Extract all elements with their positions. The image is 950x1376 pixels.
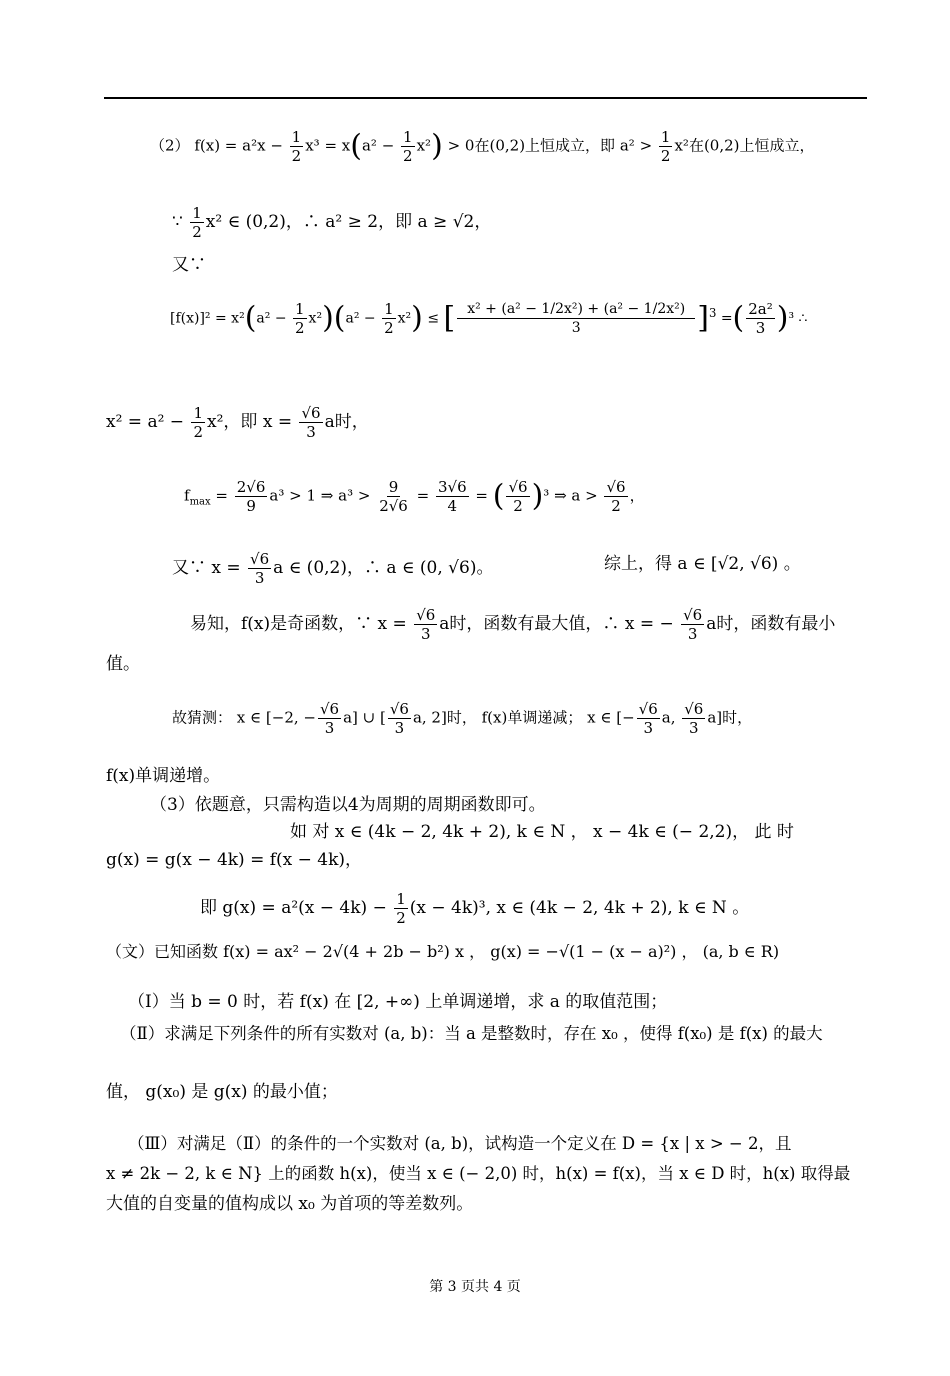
math-text: x² ∈ (0,2)，∴ a² ≥ 2，即 a ≥ √2， — [205, 212, 492, 232]
math-text: 2 — [555, 301, 564, 317]
math-text: x²，即 x = — [207, 412, 298, 432]
text: 值。 — [106, 654, 140, 674]
paren: ) — [531, 478, 544, 514]
bracket: [ — [443, 300, 456, 336]
numerator: 1 — [660, 128, 671, 146]
part2-line7-conclusion — [604, 552, 801, 576]
math-text: a] ∪ [ — [343, 708, 386, 727]
math-text: 综上，得 a ∈ [√2, √6) 。 — [604, 554, 801, 574]
math-text: 易知，f(x)是奇函数，∵ x = — [190, 614, 413, 634]
numerator: 1 — [291, 128, 302, 146]
denominator: 2 — [403, 147, 413, 165]
text: 如 对 x ∈ (4k − 2, 4k + 2), k ∈ N ， x − 4k ∈ (− 2,2)， 此 时 — [290, 822, 794, 842]
math-text: ³ ⇒ a > — [543, 486, 603, 505]
denominator: 2 — [192, 223, 202, 241]
fraction — [191, 404, 205, 441]
numerator: 1 — [295, 300, 305, 318]
numerator: 9 — [388, 478, 399, 496]
fraction — [248, 550, 271, 587]
denominator: 2 — [513, 497, 523, 515]
math-text: > 0 — [447, 136, 475, 155]
math-text: a² > — [619, 136, 657, 155]
math-text: a² − — [345, 310, 381, 327]
text: 在 — [474, 136, 490, 155]
numerator: √6 — [638, 700, 658, 718]
math-text: 又∵ x = — [172, 558, 247, 578]
denominator: 4 — [447, 497, 458, 515]
paren: ) — [431, 128, 443, 164]
math-text: x² — [416, 136, 432, 155]
math-text: ∵ — [172, 212, 189, 232]
text: （Ⅲ）对满足（Ⅱ）的条件的一个实数对 (a, b)，试构造一个定义在 D = {x | x > − 2，且 — [128, 1134, 792, 1153]
numerator: x² + (a² − 1/2x²) + (a² − 1/2x²) — [457, 300, 695, 319]
part2-line1 — [150, 128, 815, 165]
math-text: x² — [666, 301, 680, 317]
math-text: a, — [661, 708, 681, 727]
numerator: 1 — [403, 128, 413, 146]
math-text: + — [582, 301, 604, 317]
numerator: 1 — [193, 404, 204, 422]
wen-line3 — [120, 1022, 823, 1046]
fraction — [388, 700, 411, 737]
math-text: a, 2] — [412, 708, 447, 727]
fraction — [682, 700, 705, 737]
math-text: g(x) = g(x − 4k) = f(x − 4k)， — [106, 850, 363, 870]
math-text: 1 — [643, 301, 653, 317]
page-footer: 第 3 页共 4 页 — [429, 1279, 521, 1295]
text: （文）已知函数 f(x) = ax² − 2√(4 + 2b − b²) x ， g(x) = −√(1 − (x − a)²) ， (a, b ∈ R) — [106, 942, 780, 961]
math-text: x³ = x — [305, 136, 351, 155]
wen-line2 — [128, 990, 667, 1014]
math-text: = — [470, 486, 493, 505]
denominator: 3 — [306, 423, 316, 441]
math-text: x² = a² − — [106, 412, 190, 432]
denominator: 3 — [755, 319, 766, 337]
denominator: 3 — [687, 625, 698, 643]
part2-line2 — [172, 204, 491, 241]
math-text: 即 g(x) = a²(x − 4k) − — [200, 898, 393, 918]
part2-line11 — [106, 764, 220, 788]
denominator: 3 — [571, 320, 581, 336]
text: 又∵ — [172, 255, 206, 275]
part3-line4 — [200, 890, 749, 927]
paren: ( — [350, 128, 362, 164]
fraction — [457, 300, 695, 337]
math-text: 2 — [657, 301, 667, 317]
math-text: a³ > 1 ⇒ a³ > — [269, 486, 376, 505]
fraction — [436, 478, 469, 515]
fraction — [604, 478, 627, 515]
math-text: = — [210, 486, 233, 505]
fraction — [293, 300, 307, 337]
math-text: x² — [397, 310, 412, 327]
text: （Ⅰ）当 b = 0 时，若 f(x) 在 [2, +∞) 上单调递增，求 a 的取值范围； — [128, 992, 668, 1012]
math-text: a² − — [506, 301, 542, 317]
math-text: x² — [563, 301, 578, 317]
math-text: a时，函数有最大值，∴ x = − — [439, 614, 680, 634]
part2-line7 — [172, 550, 493, 587]
text: 上恒成立， — [739, 136, 815, 155]
math-text: (x − 4k)³, x ∈ (4k − 2, 4k + 2), k ∈ N 。 — [409, 898, 750, 918]
denominator: 9 — [246, 497, 256, 515]
part2-line6 — [184, 478, 645, 515]
math-text: = — [720, 310, 733, 327]
math-text: x² — [308, 310, 323, 327]
wen-line6 — [106, 1162, 850, 1186]
fraction — [637, 700, 660, 737]
math-text: [f(x)]² = x² — [170, 310, 245, 327]
math-text: = — [411, 486, 434, 505]
numerator: 1 — [192, 204, 202, 222]
denominator: 2 — [295, 319, 305, 337]
text: 在 — [688, 136, 704, 155]
subscript: max — [189, 496, 211, 508]
math-text: ， — [629, 486, 645, 505]
math-text: (0,2) — [703, 136, 740, 155]
math-text: (0,2) — [489, 136, 526, 155]
paren: ( — [244, 300, 257, 336]
wen-line1 — [106, 940, 779, 964]
denominator: 3 — [420, 625, 431, 643]
fraction — [318, 700, 341, 737]
text: 大值的自变量的值构成以 x₀ 为首项的等差数列。 — [106, 1194, 474, 1214]
text: 时， — [446, 708, 477, 727]
fraction — [401, 128, 415, 165]
part2-line10 — [172, 700, 752, 737]
numerator: √6 — [606, 478, 626, 496]
math-text: a² − — [609, 301, 644, 317]
math-text: 1 — [541, 301, 551, 317]
fraction — [506, 478, 529, 515]
wen-line4 — [106, 1080, 338, 1104]
math-text: f — [184, 486, 190, 505]
numerator: 1 — [384, 300, 394, 318]
fraction — [659, 128, 673, 165]
paren: ( — [492, 478, 505, 514]
numerator: √6 — [301, 404, 321, 422]
fraction — [299, 404, 322, 441]
wen-line7 — [106, 1192, 473, 1216]
fraction — [235, 478, 268, 515]
denominator: 2 — [193, 423, 204, 441]
paren: ) — [776, 300, 789, 336]
text: （3）依题意，只需构造以4为周期的周期函数即可。 — [150, 795, 546, 815]
text: 上恒成立，即 — [525, 136, 616, 155]
denominator: 3 — [643, 719, 653, 737]
part2-line5 — [106, 404, 369, 441]
denominator: 2 — [611, 497, 621, 515]
paren: ) — [411, 300, 423, 336]
text: f(x)单调递增。 — [106, 766, 221, 786]
denominator: 3 — [689, 719, 699, 737]
fraction — [414, 606, 437, 643]
numerator: √6 — [319, 700, 340, 718]
math-text: f(x) = a²x − — [194, 136, 288, 155]
text: 故猜测： — [172, 708, 233, 727]
math-text: a时，函数有最小 — [706, 614, 836, 634]
numerator: √6 — [508, 478, 528, 496]
numerator: 2a² — [748, 300, 773, 318]
numerator: 2√6 — [236, 478, 266, 496]
fraction — [382, 300, 396, 337]
numerator: 1 — [396, 890, 406, 908]
math-text: a ∈ (0,2)，∴ a ∈ (0, √6)。 — [273, 558, 494, 578]
numerator: √6 — [250, 550, 270, 568]
text: x ≠ 2k − 2, k ∈ N} 上的函数 h(x)，使当 x ∈ (− 2,0) 时，h(x) = f(x)，当 x ∈ D 时，h(x) 取得最 — [106, 1164, 851, 1183]
part2-line8 — [190, 606, 835, 643]
fraction — [290, 128, 304, 165]
numerator: √6 — [416, 606, 436, 624]
part2-line9 — [106, 652, 140, 676]
denominator: 2 — [384, 319, 394, 337]
denominator: 3 — [254, 569, 265, 587]
fraction — [681, 606, 704, 643]
text: 时， — [722, 708, 753, 727]
part-label: （2） — [150, 136, 190, 155]
math-text: f(x)单调递减； — [481, 708, 583, 727]
numerator: √6 — [683, 606, 703, 624]
fraction — [394, 890, 408, 927]
denominator: 3 — [324, 719, 335, 737]
part3-line1 — [150, 793, 546, 817]
math-text: a² − — [256, 310, 291, 327]
paren: ( — [732, 300, 745, 336]
math-text: a² − — [361, 136, 400, 155]
math-text: x² — [674, 136, 689, 155]
part2-line3 — [172, 253, 206, 277]
math-text: ³ ∴ — [788, 310, 808, 327]
fraction — [746, 300, 775, 337]
numerator: 3√6 — [437, 478, 467, 496]
bracket: ] — [697, 300, 709, 336]
denominator: 3 — [394, 719, 405, 737]
fraction — [377, 478, 410, 515]
math-text: x² + — [467, 301, 502, 317]
denominator: 2 — [396, 909, 406, 927]
text: 值， g(x₀) 是 g(x) 的最小值； — [106, 1082, 338, 1102]
part2-line4: [f(x)]² = x²(a² − $\frac{1}{2}$ x²)(a² − $\frac{1}{2}$ x²) ≤ [ $\frac{\text{x² + (a² − 1/2x²) + (a² − 1/2x²)}}{3}$ ]$^3$ =( $\frac{\text{2a²}}{3}$ )³ ∴ — [170, 300, 808, 337]
part3-line3 — [106, 848, 362, 872]
denominator: 2√6 — [379, 497, 408, 515]
math-text: ≤ — [427, 310, 440, 327]
denominator: 2 — [291, 147, 302, 165]
numerator: √6 — [684, 700, 704, 718]
header-rule — [104, 97, 867, 99]
math-text: a] — [707, 708, 723, 727]
numerator: √6 — [389, 700, 409, 718]
denominator: 2 — [660, 147, 671, 165]
math-text: x ∈ [−2, − — [236, 708, 316, 727]
math-text: x ∈ [− — [587, 708, 635, 727]
paren: )( — [322, 300, 346, 336]
wen-line5 — [128, 1132, 791, 1156]
text: （Ⅱ）求满足下列条件的所有实数对 (a, b)：当 a 是整数时，存在 x₀ ，使得 f(x₀) 是 f(x) 的最大 — [120, 1024, 823, 1043]
math-text: a时， — [324, 412, 369, 432]
part3-line2 — [290, 820, 794, 844]
fraction — [190, 204, 204, 241]
